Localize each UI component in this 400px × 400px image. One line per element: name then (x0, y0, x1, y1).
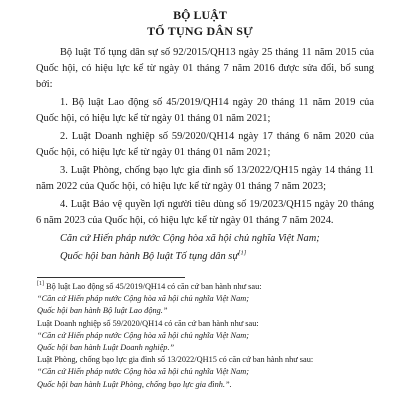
amendment-item-2: 2. Luật Doanh nghiệp số 59/2020/QH14 ngày 17 tháng 6 năm 2020 của Quốc hội, có hiệu lực kể từ ngày 01 tháng 01 năm 2021; (36, 131, 374, 159)
footnote-line: “Căn cứ Hiến pháp nước Cộng hòa xã hội chủ nghĩa Việt Nam; (37, 330, 249, 340)
footnote-line: Quốc hội ban hành Luật Phòng, chống bạo lực gia đình.”. (37, 379, 232, 389)
footnote-line: [1] Bộ luật Lao động số 45/2019/QH14 có căn cứ ban hành như sau: (37, 281, 262, 291)
amendment-item-1: 1. Bộ luật Lao động số 45/2019/QH14 ngày 20 tháng 11 năm 2019 của Quốc hội, có hiệu lực kể từ ngày 01 tháng 01 năm 2021; (36, 97, 374, 125)
footnote-line: Quốc hội ban hành Luật Doanh nghiệp.” (37, 343, 175, 353)
footnote-line: Luật Doanh nghiệp số 59/2020/QH14 có căn cứ ban hành như sau: (37, 318, 259, 328)
footnote-reference[interactable]: [1] (237, 249, 247, 257)
intro-paragraph: Bộ luật Tố tụng dân sự số 92/2015/QH13 ngày 25 tháng 11 năm 2015 của Quốc hội, có hiệu lực kể từ ngày 01 tháng 7 năm 2016 được sửa đổi, bổ sung bởi: (36, 47, 374, 91)
footnote-line: “Căn cứ Hiến pháp nước Cộng hòa xã hội chủ nghĩa Việt Nam; (37, 367, 249, 377)
footnote-line: Quốc hội ban hành Bộ luật Lao động.” (37, 306, 168, 316)
amendment-item-3: 3. Luật Phòng, chống bạo lực gia đình số 13/2022/QH15 ngày 14 tháng 11 năm 2022 của Quốc hội, có hiệu lực kể từ ngày 01 tháng 7 năm 2023; (36, 165, 374, 193)
amendment-item-4: 4. Luật Bảo vệ quyền lợi người tiêu dùng số 19/2023/QH15 ngày 20 tháng 6 năm 2023 của Quốc hội, có hiệu lực kể từ ngày 01 tháng 7 năm 2024. (36, 199, 374, 227)
enactment-text: Quốc hội ban hành Bộ luật Tố tụng dân sự (60, 251, 238, 262)
footnote-marker: [1] (37, 281, 44, 288)
footnotes-section (37, 281, 377, 391)
footnote-line: “Căn cứ Hiến pháp nước Cộng hòa xã hội chủ nghĩa Việt Nam; (37, 294, 249, 304)
basis-line: Căn cứ Hiến pháp nước Cộng hòa xã hội chủ nghĩa Việt Nam; (60, 233, 320, 245)
document-subtitle: TỐ TỤNG DÂN SỰ (147, 24, 253, 38)
document-body (36, 45, 374, 267)
document-title: BỘ LUẬT (173, 8, 227, 22)
enactment-line (36, 249, 374, 265)
footnote-line: Luật Phòng, chống bạo lực gia đình số 13/2022/QH15 có căn cứ ban hành như sau: (37, 355, 314, 365)
footnote-separator (37, 277, 185, 278)
